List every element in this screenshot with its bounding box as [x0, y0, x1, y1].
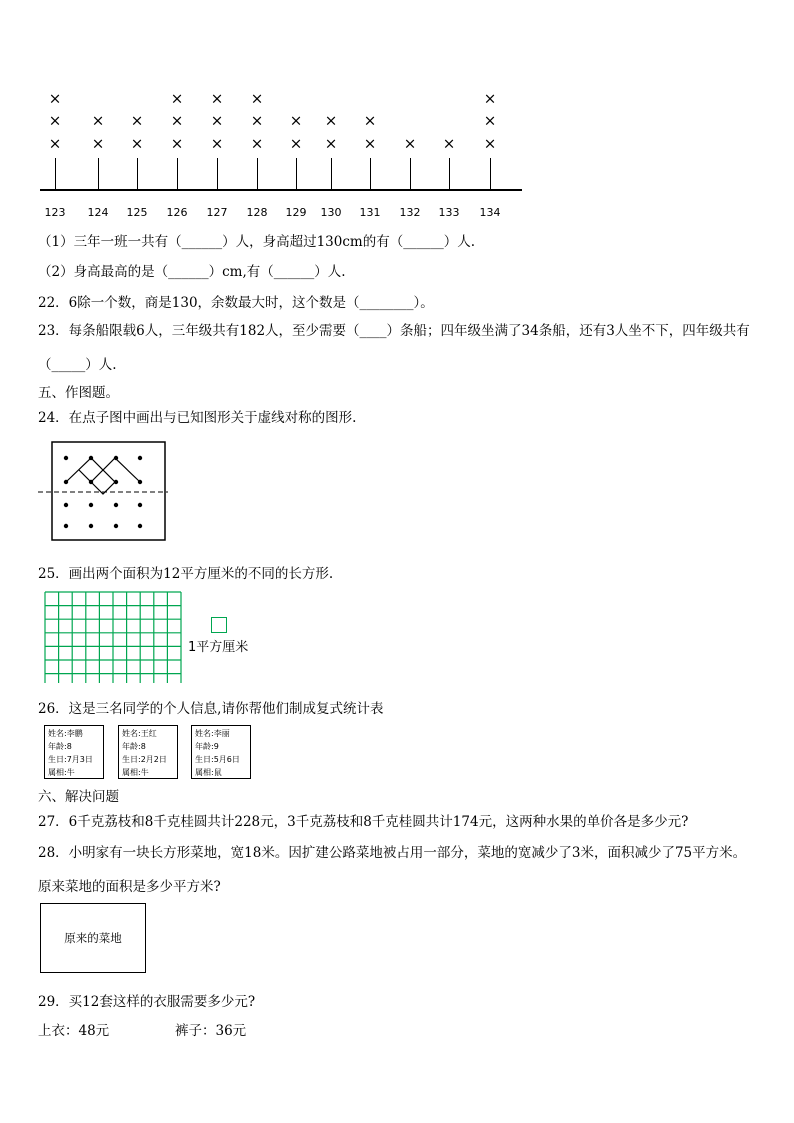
card-name: 姓名:李鹏: [48, 729, 83, 738]
student-info-card: [191, 725, 251, 779]
plot-tick: [217, 158, 218, 190]
plot-x-mark: ×: [250, 111, 264, 130]
field-label: 原来的菜地: [64, 931, 122, 945]
plot-x-mark: ×: [324, 134, 338, 153]
plot-tick: [177, 158, 178, 190]
student-info-card: [118, 725, 178, 779]
grid-dot: [138, 480, 142, 484]
q25: 25．画出两个面积为12平方厘米的不同的长方形.: [38, 566, 334, 582]
plot-x-mark: ×: [48, 134, 62, 153]
grid-dot: [89, 480, 93, 484]
plot-tick: [370, 158, 371, 190]
plot-x-mark: ×: [130, 134, 144, 153]
plot-x-mark: ×: [324, 111, 338, 130]
original-field-rectangle: [40, 903, 146, 973]
q28: 28．小明家有一块长方形菜地，宽18米。因扩建公路菜地被占用一部分，菜地的宽减少了3米，面积减少了75平方米。原来菜地的面积是多少平方米?: [38, 845, 747, 895]
plot-tick: [55, 158, 56, 190]
plot-x-mark: ×: [210, 134, 224, 153]
given-figure-diamond: [79, 470, 115, 494]
plot-tick-label: 129: [285, 206, 307, 219]
card-zodiac: 属相:鼠: [195, 768, 222, 777]
plot-x-mark: ×: [91, 134, 105, 153]
grid-dot: [89, 524, 93, 528]
price-top: 上衣：48元: [38, 1023, 110, 1039]
plot-x-mark: ×: [483, 111, 497, 130]
q22: 22．6除一个数，商是130，余数最大时，这个数是（________）。: [38, 295, 434, 311]
unit-square: [211, 617, 227, 633]
card-name: 姓名:李丽: [195, 729, 230, 738]
plot-x-mark: ×: [289, 111, 303, 130]
grid-dot: [114, 524, 118, 528]
grid-dot: [114, 480, 118, 484]
plot-x-mark: ×: [210, 111, 224, 130]
plot-tick: [449, 158, 450, 190]
plot-tick-label: 133: [438, 206, 460, 219]
q21-part2: （2）身高最高的是（______）cm,有（______）人.: [38, 264, 346, 280]
card-birthday: 生日:7月3日: [48, 755, 93, 764]
card-zodiac: 属相:牛: [122, 768, 149, 777]
card-name: 姓名:王红: [122, 729, 157, 738]
grid-dot: [89, 503, 93, 507]
card-zodiac: 属相:牛: [48, 768, 75, 777]
plot-tick-label: 126: [166, 206, 188, 219]
plot-x-mark: ×: [442, 134, 456, 153]
grid-dot: [89, 456, 93, 460]
q23: 23．每条船限载6人，三年级共有182人，至少需要（____）条船；四年级坐满了34条船，还有3人坐不下，四年级共有（_____）人.: [38, 323, 750, 373]
card-birthday: 生日:5月6日: [195, 755, 240, 764]
plot-x-mark: ×: [250, 89, 264, 108]
plot-x-mark: ×: [130, 111, 144, 130]
q24: 24．在点子图中画出与已知图形关于虚线对称的图形.: [38, 410, 357, 426]
plot-x-mark: ×: [170, 89, 184, 108]
plot-x-mark: ×: [210, 89, 224, 108]
plot-tick: [257, 158, 258, 190]
q21-part1: （1）三年一班一共有（______）人，身高超过130cm的有（______）人.: [38, 234, 476, 250]
card-age: 年龄:8: [48, 742, 72, 751]
plot-tick: [410, 158, 411, 190]
grid-dot: [138, 503, 142, 507]
section-6-heading: 六、解决问题: [38, 789, 119, 805]
square-grid[interactable]: [44, 591, 184, 683]
grid-dot: [64, 456, 68, 460]
plot-tick-label: 127: [206, 206, 228, 219]
plot-x-mark: ×: [483, 89, 497, 108]
plot-tick: [98, 158, 99, 190]
plot-axis: [40, 189, 522, 191]
plot-x-mark: ×: [48, 89, 62, 108]
plot-tick-label: 134: [479, 206, 501, 219]
plot-x-mark: ×: [363, 111, 377, 130]
plot-tick-label: 131: [359, 206, 381, 219]
plot-tick-label: 128: [246, 206, 268, 219]
plot-x-mark: ×: [363, 134, 377, 153]
grid-dot: [138, 456, 142, 460]
q26: 26．这是三名同学的个人信息,请你帮他们制成复式统计表: [38, 701, 384, 717]
card-age: 年龄:9: [195, 742, 219, 751]
grid-dot: [114, 503, 118, 507]
plot-x-mark: ×: [170, 111, 184, 130]
card-birthday: 生日:2月2日: [122, 755, 167, 764]
line-plot: [0, 0, 794, 225]
unit-square-label: 1平方厘米: [188, 640, 249, 655]
plot-tick: [137, 158, 138, 190]
plot-tick-label: 130: [320, 206, 342, 219]
grid-dot: [114, 456, 118, 460]
price-pants: 裤子：36元: [175, 1023, 247, 1039]
q27: 27．6千克荔枝和8千克桂圆共计228元，3千克荔枝和8千克桂圆共计174元，这两种水果的单价各是多少元?: [38, 814, 689, 830]
section-5-heading: 五、作图题。: [38, 385, 119, 401]
plot-x-mark: ×: [170, 134, 184, 153]
plot-tick: [331, 158, 332, 190]
symmetry-dot-grid[interactable]: [36, 438, 170, 544]
plot-tick-label: 132: [399, 206, 421, 219]
plot-x-mark: ×: [403, 134, 417, 153]
student-info-card: [44, 725, 104, 779]
plot-x-mark: ×: [91, 111, 105, 130]
plot-x-mark: ×: [483, 134, 497, 153]
plot-tick-label: 123: [44, 206, 66, 219]
plot-x-mark: ×: [48, 111, 62, 130]
grid-dot: [64, 503, 68, 507]
plot-tick-label: 125: [126, 206, 148, 219]
plot-x-mark: ×: [250, 134, 264, 153]
plot-tick: [490, 158, 491, 190]
grid-dot: [64, 480, 68, 484]
q29: 29．买12套这样的衣服需要多少元?: [38, 994, 256, 1010]
plot-tick: [296, 158, 297, 190]
grid-dot: [138, 524, 142, 528]
card-age: 年龄:8: [122, 742, 146, 751]
grid-dot: [64, 524, 68, 528]
plot-tick-label: 124: [87, 206, 109, 219]
plot-x-mark: ×: [289, 134, 303, 153]
